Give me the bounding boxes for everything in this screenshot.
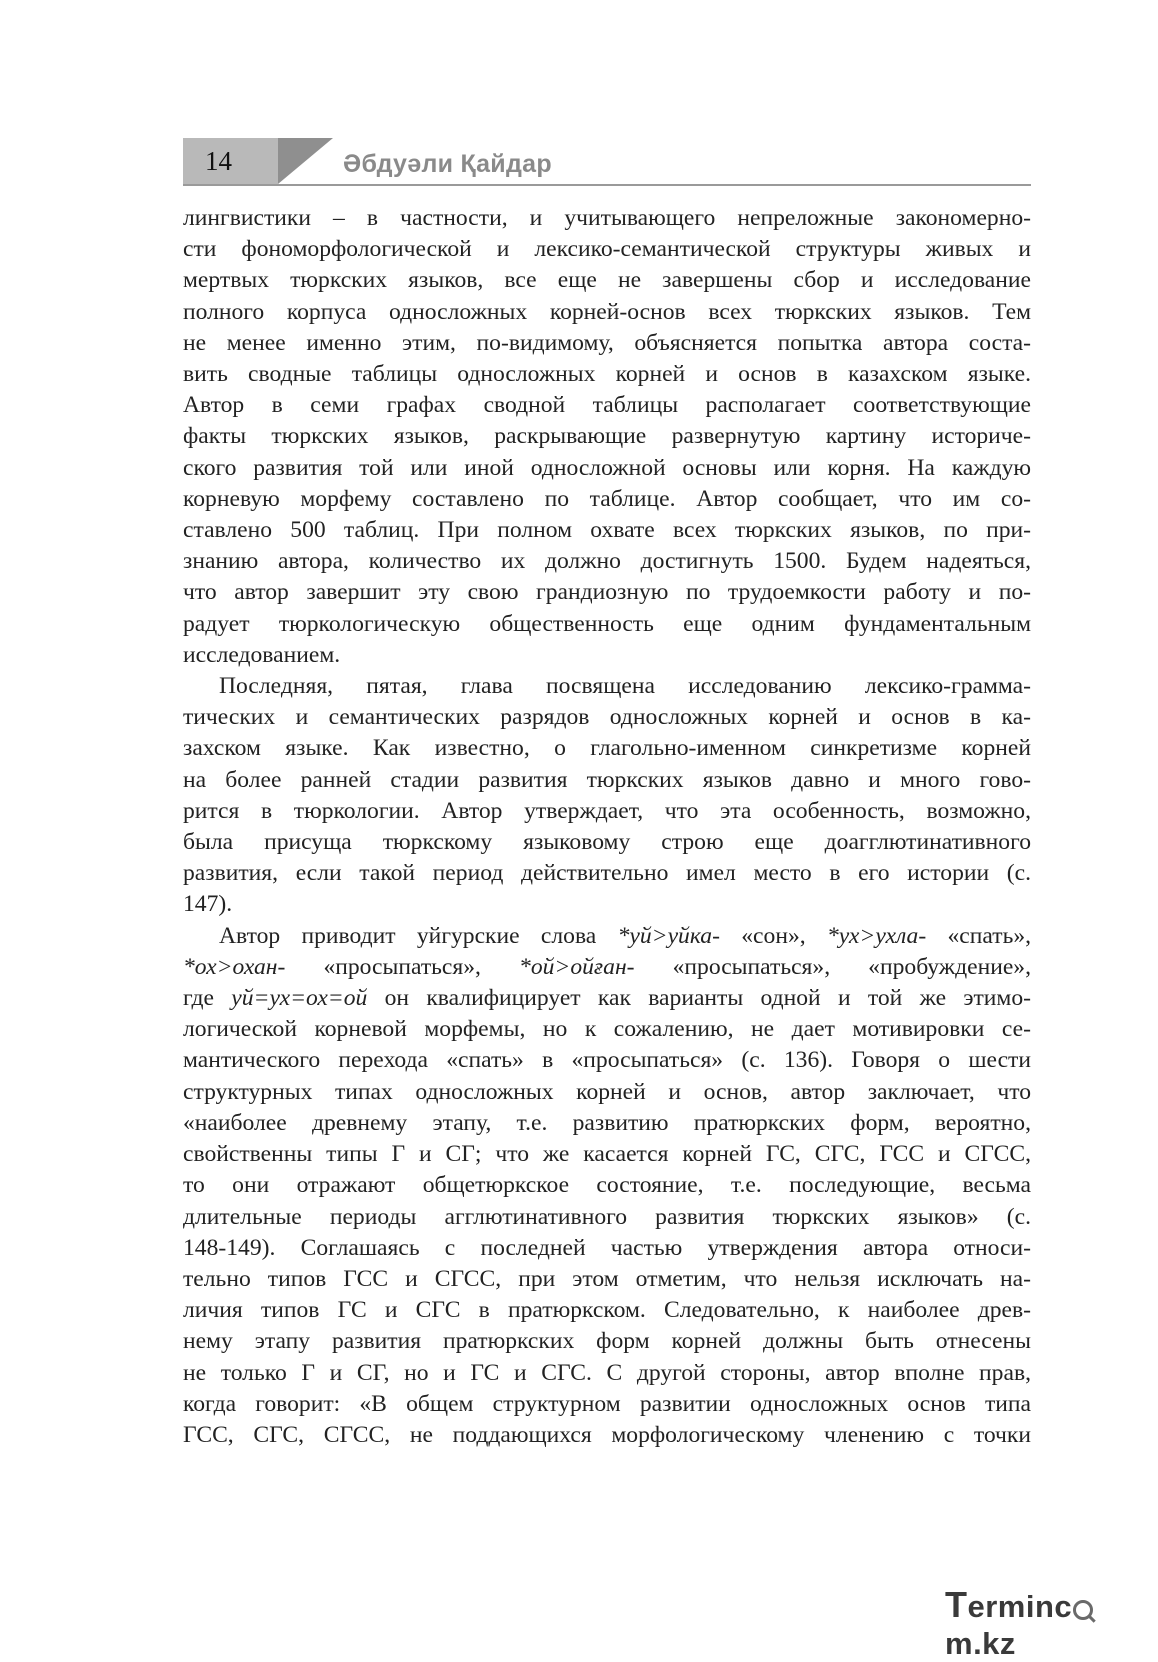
text-line: корневую морфему составлено по таблице. Автор сообщает, что им со- [183,485,1031,512]
text-line: радует тюркологическую общественность еще одним фундаментальным [183,610,1031,637]
text-line: структурных типах односложных корней и основ, автор заключает, что [183,1078,1031,1105]
text-line: 147). [183,891,233,918]
text-line: полного корпуса односложных корней-основ всех тюркских языков. Тем [183,298,1031,325]
site-watermark-logo: Termincm.kz [945,1584,1158,1624]
text-line: длительные периоды агглютинативного развития тюркских языков» (с. [183,1203,1031,1230]
text-line: не менее именно этим, по-видимому, объясняется попытка автора соста- [183,329,1031,356]
text-line: *ох>охан- «просыпаться», *ой>ойған- «просыпаться», «пробуждение», [183,953,1031,980]
header-rule [183,184,1031,186]
text-line: факты тюркских языков, раскрывающие развернутую картину историче- [183,423,1031,450]
text-line: была присуща тюркскому языковому строю еще доагглютинативного [183,829,1031,856]
text-line: тельно типов ГСС и СГСС, при этом отметим, что нельзя исключать на- [183,1265,1031,1292]
body-text [183,203,1031,1451]
text-line: знанию автора, количество их должно достигнуть 1500. Будем надеяться, [183,548,1031,575]
text-line: развития, если такой период действительно имел место в его истории (с. [183,860,1031,887]
text-line: «наиболее древнему этапу, т.е. развитию пратюркских форм, вероятно, [183,1109,1031,1136]
running-header [183,138,1031,189]
paragraph [183,921,1031,1451]
text-line: личия типов ГС и СГС в пратюркском. Следовательно, к наиболее древ- [183,1297,1031,1324]
page-number: 14 [205,146,232,176]
text-line: Автор в семи графах сводной таблицы располагает соответствующие [183,392,1031,419]
text-line: сти фономорфологической и лексико-семантической структуры живых и [183,236,1031,263]
text-line: захском языке. Как известно, о глагольно-именном синкретизме корней [183,735,1031,762]
paragraph [183,671,1031,921]
text-line: вить сводные таблицы односложных корней и основ в казахском языке. [183,361,1031,388]
text-line: когда говорит: «В общем структурном развитии односложных основ типа [183,1390,1031,1417]
text-line: что автор завершит эту свою грандиозную по трудоемкости работу и по- [183,579,1031,606]
text-line: мантического перехода «спать» в «просыпаться» (с. 136). Говоря о шести [183,1047,1031,1074]
text-line: тических и семантических разрядов односложных корней и основ в ка- [183,704,1031,731]
text-line: свойственны типы Г и СГ; что же касается корней ГС, СГС, ГСС и СГСС, [183,1141,1031,1168]
text-line: логической корневой морфемы, но к сожалению, не дает мотивировки се- [183,1016,1031,1043]
running-head-author: Әбдуәли Қайдар [343,150,552,178]
paragraph [183,203,1031,671]
text-line: Автор приводит уйгурские слова *уй>уйка- «сон», *ух>ухла- «спать», [219,922,1032,949]
text-line: нему этапу развития пратюркских форм корней должны быть отнесены [183,1328,1031,1355]
text-line: ставлено 500 таблиц. При полном охвате всех тюркских языков, по при- [183,517,1031,544]
text-line: исследованием. [183,641,341,668]
text-line: Последняя, пятая, глава посвящена исследованию лексико-грамма- [219,673,1031,700]
text-line: где уй=ух=ох=ой он квалифицирует как варианты одной и той же этимо- [183,985,1031,1012]
text-line: на более ранней стадии развития тюркских языков давно и много гово- [183,766,1031,793]
text-line: то они отражают общетюркское состояние, т.е. последующие, весьма [183,1172,1031,1199]
text-line: ГСС, СГС, СГСС, не поддающихся морфологическому членению с точки [183,1421,1031,1448]
text-line: не только Г и СГ, но и ГС и СГС. С другой стороны, автор вполне прав, [183,1359,1031,1386]
magnifier-icon [1073,1600,1093,1620]
text-line: ского развития той или иной односложной основы или корня. На каждую [183,454,1031,481]
header-wedge [278,138,333,184]
text-line: рится в тюркологии. Автор утверждает, что эта особенность, возможно, [183,797,1031,824]
text-line: 148-149). Соглашаясь с последней частью утверждения автора относи- [183,1234,1031,1261]
text-line: лингвистики – в частности, и учитывающего непреложные закономерно- [183,205,1031,231]
text-line: мертвых тюркских языков, все еще не завершены сбор и исследование [183,267,1031,294]
